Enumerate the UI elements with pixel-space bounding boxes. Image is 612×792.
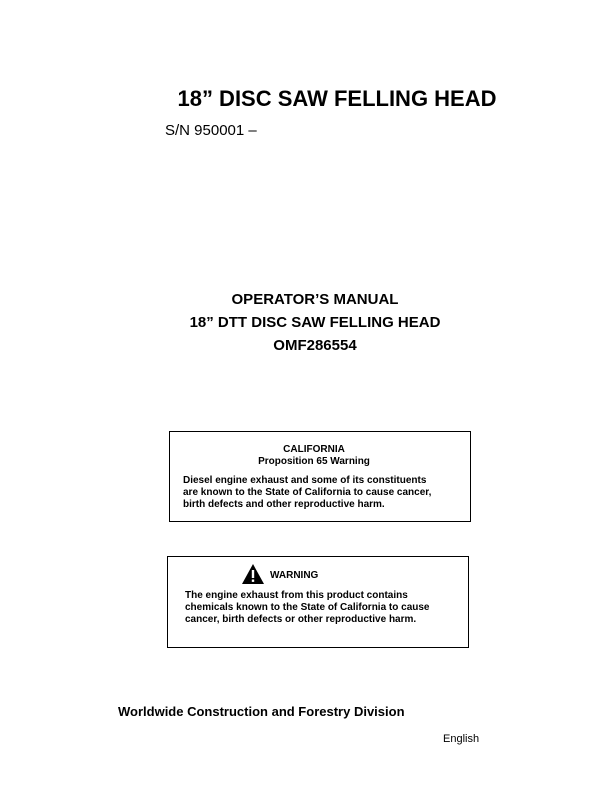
- manual-number: OMF286554: [273, 337, 357, 354]
- warning-header: [241, 563, 318, 585]
- california-heading-group: [158, 444, 470, 468]
- warning-triangle-icon: [241, 563, 265, 585]
- warning-heading: WARNING: [270, 570, 319, 581]
- language-label: English: [443, 733, 480, 745]
- manual-product: 18” DTT DISC SAW FELLING HEAD: [189, 314, 441, 331]
- serial-number: S/N 950001 –: [165, 122, 257, 139]
- california-subheading: Proposition 65 Warning: [258, 456, 370, 467]
- california-line: Diesel engine exhaust and some of its constituents: [183, 475, 427, 486]
- california-line: birth defects and other reproductive harm.: [183, 499, 385, 510]
- california-line: are known to the State of California to cause cancer,: [183, 487, 432, 498]
- warning-box: [167, 556, 469, 648]
- california-heading: CALIFORNIA: [283, 444, 345, 455]
- california-prop65-box: [169, 431, 471, 522]
- manual-identification: [0, 288, 612, 357]
- warning-line: cancer, birth defects or other reproductive harm.: [185, 614, 417, 625]
- page-title: 18” DISC SAW FELLING HEAD: [177, 86, 497, 111]
- manual-type: OPERATOR’S MANUAL: [231, 291, 399, 308]
- california-body: [183, 475, 468, 511]
- warning-line: chemicals known to the State of California to cause: [185, 602, 430, 613]
- warning-line: The engine exhaust from this product contains: [185, 590, 408, 601]
- division-name: Worldwide Construction and Forestry Division: [118, 704, 405, 719]
- warning-body: [185, 590, 465, 626]
